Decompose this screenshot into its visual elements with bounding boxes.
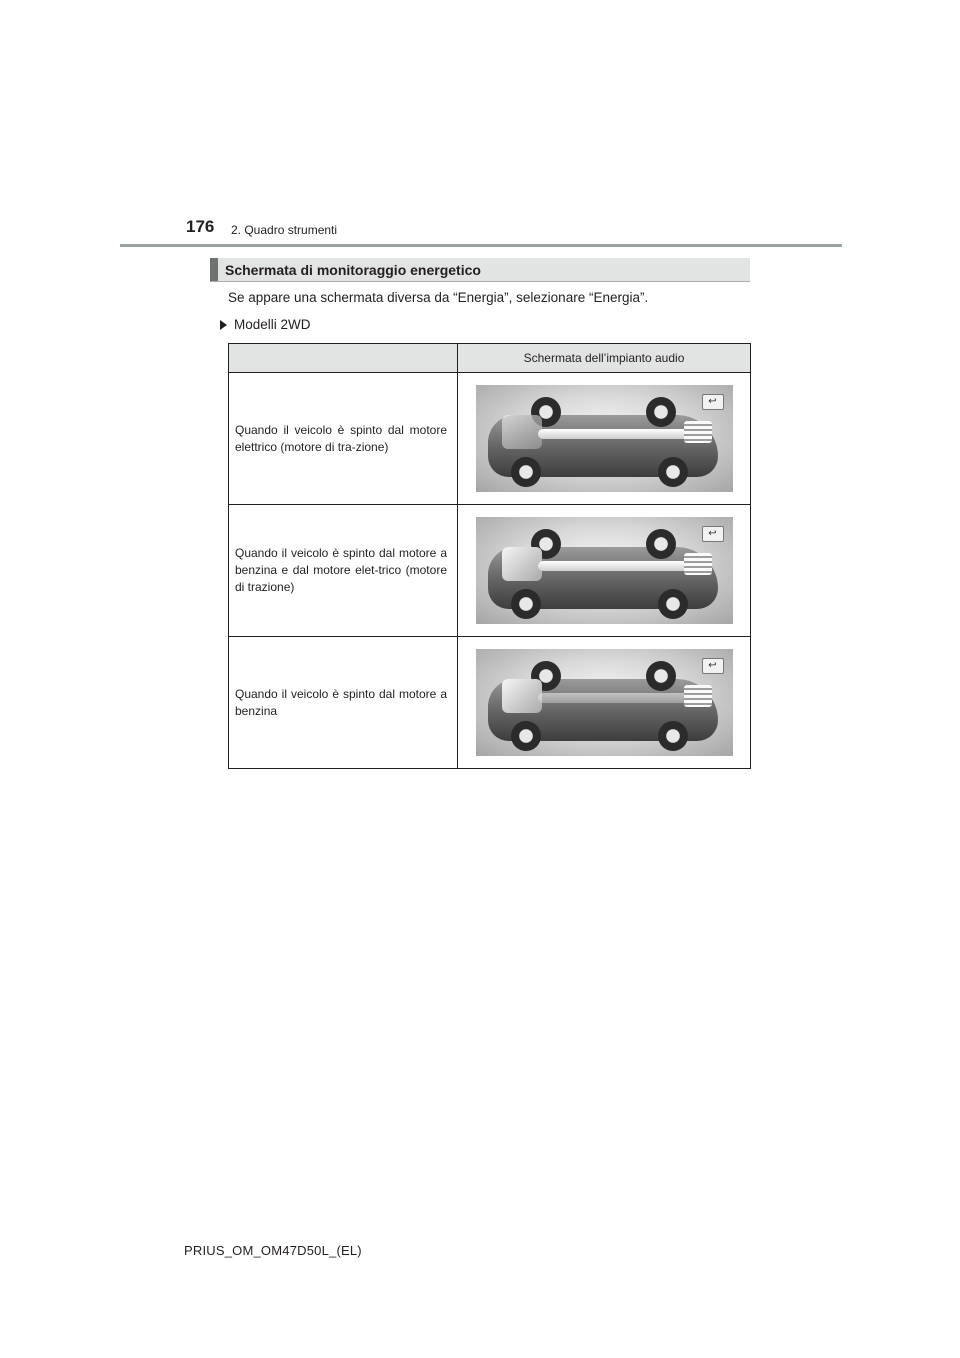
- energy-monitor-electric-screenshot: [476, 385, 733, 492]
- document-code: PRIUS_OM_OM47D50L_(EL): [184, 1243, 362, 1258]
- back-arrow-icon: ↩: [702, 658, 724, 674]
- table-row: [229, 505, 751, 637]
- energy-flow-graphic: [538, 693, 688, 703]
- table-header-row: [229, 344, 751, 373]
- intro-paragraph: Se appare una schermata diversa da “Energia”, selezionare “Energia”.: [228, 290, 649, 305]
- chapter-title: 2. Quadro strumenti: [231, 223, 338, 237]
- row-description: Quando il veicolo è spinto dal motore a benzina e dal motore elet-trico (motore di trazione): [229, 505, 458, 637]
- wheel-graphic: [658, 721, 688, 751]
- row-description: Quando il veicolo è spinto dal motore a benzina: [229, 637, 458, 769]
- back-arrow-icon: ↩: [702, 394, 724, 410]
- engine-graphic: [502, 679, 542, 713]
- battery-graphic: [684, 553, 712, 575]
- wheel-graphic: [646, 529, 676, 559]
- row-screenshot-cell: [458, 505, 751, 637]
- engine-graphic: [502, 547, 542, 581]
- energy-flow-graphic: [538, 561, 688, 571]
- section-heading-marker: [210, 258, 218, 281]
- table-header-audio-screen: Schermata dell’impianto audio: [458, 344, 751, 373]
- energy-monitor-gasoline-screenshot: [476, 649, 733, 756]
- wheel-graphic: [658, 589, 688, 619]
- row-description: Quando il veicolo è spinto dal motore elettrico (motore di tra-zione): [229, 373, 458, 505]
- header-divider: [120, 244, 842, 247]
- wheel-graphic: [511, 721, 541, 751]
- wheel-graphic: [646, 397, 676, 427]
- row-screenshot-cell: [458, 373, 751, 505]
- model-bullet-label: Modelli 2WD: [234, 317, 311, 332]
- wheel-graphic: [646, 661, 676, 691]
- engine-graphic: [502, 415, 542, 449]
- energy-monitor-table: [228, 343, 751, 769]
- battery-graphic: [684, 421, 712, 443]
- row-screenshot-cell: [458, 637, 751, 769]
- model-bullet: [220, 317, 311, 332]
- table-row: [229, 637, 751, 769]
- wheel-graphic: [658, 457, 688, 487]
- wheel-graphic: [511, 589, 541, 619]
- energy-flow-graphic: [538, 429, 688, 439]
- battery-graphic: [684, 685, 712, 707]
- table-header-empty-cell: [229, 344, 458, 373]
- page-number: 176: [186, 217, 215, 236]
- section-title: Schermata di monitoraggio energetico: [225, 262, 481, 278]
- table-row: [229, 373, 751, 505]
- energy-monitor-hybrid-screenshot: [476, 517, 733, 624]
- back-arrow-icon: ↩: [702, 526, 724, 542]
- section-heading-bar: [210, 258, 750, 282]
- wheel-graphic: [511, 457, 541, 487]
- bullet-triangle-icon: [220, 320, 227, 330]
